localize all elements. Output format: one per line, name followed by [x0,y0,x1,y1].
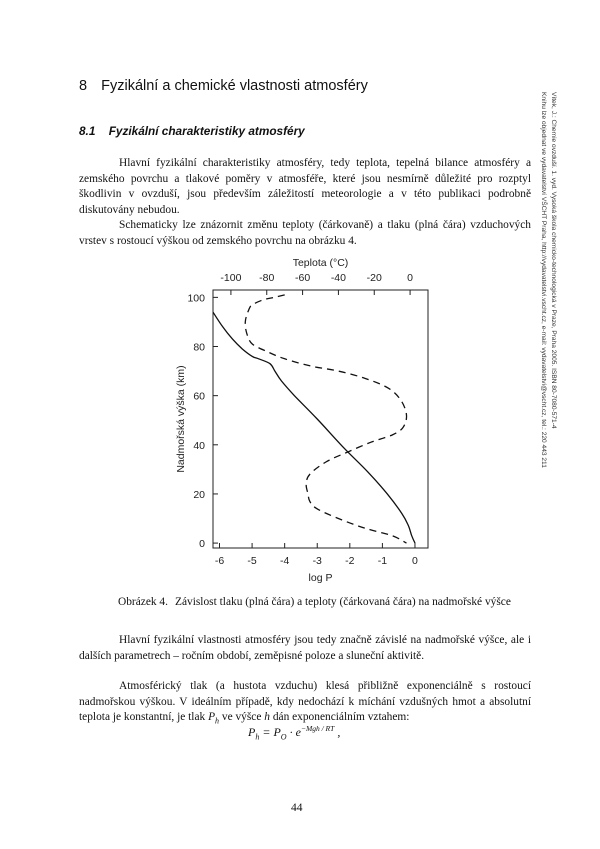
chart-title: Teplota (°C) [292,257,349,269]
side-citation [539,92,558,562]
plot-frame [213,290,428,548]
x-bottom-tick-label: -1 [377,555,388,567]
x-top-tick-label: -20 [366,272,382,284]
chapter-title: Fyzikální a chemické vlastnosti atmosféry [101,78,368,94]
page-number: 44 [291,802,303,814]
paragraph-intro: Hlavní fyzikální charakteristiky atmosféry, tedy teplota, tepelná bilance atmosféry a zemského povrchu a tlakové poměry v atmosféře, které jsou nesmírně důležité pro rozptyl škodlivin v ovzduší, jsou především záležitostí meteorologie a v této publikaci podrobně diskutovány nebudou. [79,157,531,216]
y-tick-label: 0 [199,538,205,551]
paragraph-schematic: Schematicky lze znázornit změnu teploty (čárkovaně) a tlaku (plná čára) vzduchových vrstev s rostoucí výškou od zemského povrchu na obrázku 4. [79,219,531,247]
formula-exponent: −Mgh / RT [300,724,335,733]
y-tick-label: 20 [193,488,205,501]
x-top-tick-label: -80 [259,272,275,284]
formula-eq: = [259,725,274,739]
x-bottom-tick-label: -2 [345,555,355,567]
x-top-tick-label: 0 [407,272,414,284]
barometric-formula [248,724,340,741]
x-top-tick-label: -60 [294,272,311,284]
x-top-tick-label: -40 [330,272,347,284]
figure-chart [170,250,432,588]
formula-lhs: P [248,725,256,739]
formula-tail: , [334,725,341,739]
section-number: 8.1 [79,124,96,138]
x-bottom-tick-label: -4 [279,555,290,567]
formula-lhs-sub: h [255,732,260,742]
y-tick-label: 40 [193,439,205,452]
y-tick-label: 60 [193,390,205,403]
x-axis-label: log P [308,572,333,584]
x-bottom-tick-label: -6 [214,555,225,567]
formula-p0-sub: O [280,732,287,742]
pressure-line [213,312,415,543]
y-tick-label: 100 [187,292,205,305]
formula-p0: P [273,725,281,739]
figure-label: Obrázek 4. [118,596,168,608]
x-bottom-tick-label: 0 [412,555,418,567]
formula-exp-base: · e [286,725,301,739]
x-top-tick-label: -100 [220,272,242,284]
section-title: Fyzikální charakteristiky atmosféry [108,124,305,138]
chapter-heading [79,78,368,94]
y-tick-label: 80 [193,341,205,354]
paragraph-properties: Hlavní fyzikální vlastnosti atmosféry jsou tedy značně závislé na nadmořské výšce, ale i dalších parametrech – ročním období, zeměpisné poloze a sluneční aktivitě. [79,634,531,662]
paragraph-pressure: Atmosférický tlak (a hustota vzduchu) klesá přibližně exponenciálně s rostoucí nadmořskou výškou. V ideálním případě, kdy nedochází k míchání vzdušných hmot a absolutní teplota je konstantní, je tlak $P_h$ ve výšce h dán exponenciálním vztahem: [79,680,531,726]
x-bottom-tick-label: -3 [312,555,322,567]
section-heading [79,124,305,138]
side-citation-line-2: Knihu lze objednat ve vydavatelství VŠCHT Praha, http://vydavatelstvi.vscht.cz, e-mail: vydavatelstvi@vscht.cz, tel.: 220 443 211 [540,92,548,468]
figure-caption-text: Závislost tlaku (plná čára) a teploty (čárkovaná čára) na nadmořské výšce [175,596,511,608]
chapter-number: 8 [79,78,88,94]
y-axis-label: Nadmořská výška (km) [175,365,187,473]
temperature-line [245,295,406,543]
x-bottom-tick-label: -5 [247,555,257,567]
side-citation-line-1: Vítek, J.: Chemie ovzduší. 1. vyd. Vysoká škola chemicko-technologická v Praze, Praha 2005. ISBN 80-7080-571-4 [550,92,557,429]
